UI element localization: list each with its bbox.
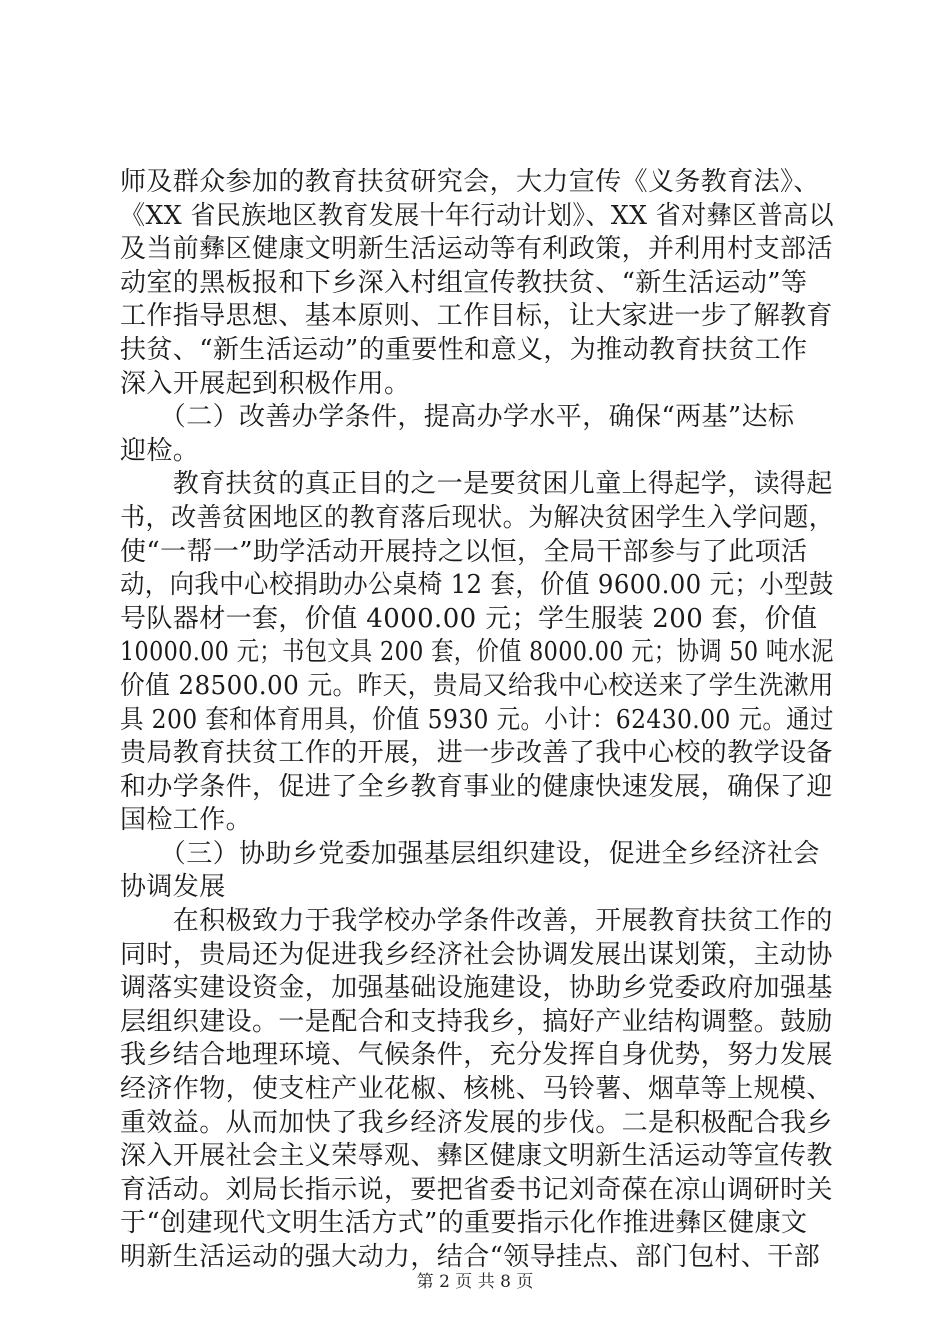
text-line: 重效益。从而加快了我乡经济发展的步伐。二是积极配合我乡 bbox=[120, 1107, 833, 1138]
text-line: 教育扶贫的真正目的之一是要贫困儿童上得起学，读得起 bbox=[120, 469, 833, 500]
text-line: 在积极致力于我学校办学条件改善，开展教育扶贫工作的 bbox=[120, 906, 833, 937]
document-body bbox=[120, 166, 834, 1275]
text-line: 价值 28500.00 元。昨天，贵局又给我中心校送来了学生洗漱用 bbox=[120, 670, 834, 701]
text-line: 使“一帮一”助学活动开展持之以恒，全局干部参与了此项活 bbox=[120, 536, 808, 567]
text-line: 《XX 省民族地区教育发展十年行动计划》、XX 省对彝区普高以 bbox=[120, 200, 835, 231]
text-line: 层组织建设。一是配合和支持我乡，搞好产业结构调整。鼓励 bbox=[120, 1006, 833, 1037]
text-line: 书，改善贫困地区的教育落后现状。为解决贫困学生入学问题， bbox=[120, 502, 835, 533]
text-line: 育活动。刘局长指示说，要把省委书记刘奇葆在凉山调研时关 bbox=[120, 1174, 833, 1205]
text-line: 师及群众参加的教育扶贫研究会，大力宣传《义务教育法》、 bbox=[120, 167, 820, 197]
text-line: 同时，贵局还为促进我乡经济社会协调发展出谋划策，主动协 bbox=[120, 939, 833, 970]
text-line: （二）改善办学条件，提高办学水平，确保“两基”达标 bbox=[120, 402, 795, 433]
text-line: 及当前彝区健康文明新生活运动等有利政策，并利用村支部活 bbox=[120, 234, 833, 265]
text-line: 我乡结合地理环境、气候条件，充分发挥自身优势，努力发展 bbox=[120, 1040, 833, 1071]
page-footer: 第 2 页 共 8 页 bbox=[416, 1272, 534, 1292]
text-line: 和办学条件，促进了全乡教育事业的健康快速发展，确保了迎 bbox=[120, 771, 833, 802]
text-line: （三）协助乡党委加强基层组织建设，促进全乡经济社会 bbox=[120, 838, 820, 869]
text-line: 动，向我中心校捐助办公桌椅 12 套，价值 9600.00 元；小型鼓 bbox=[120, 570, 834, 601]
text-line: 明新生活运动的强大动力，结合“领导挂点、部门包村、干部 bbox=[120, 1242, 821, 1272]
text-line: 贵局教育扶贫工作的开展，进一步改善了我中心校的教学设备 bbox=[120, 738, 833, 769]
text-line: 经济作物，使支柱产业花椒、核桃、马铃薯、烟草等上规模、 bbox=[120, 1074, 833, 1105]
text-line: 扶贫、“新生活运动”的重要性和意义，为推动教育扶贫工作 bbox=[120, 334, 808, 365]
text-line: 具 200 套和体育用具，价值 5930 元。小计：62430.00 元。通过 bbox=[120, 704, 834, 735]
text-line: 深入开展社会主义荣辱观、彝区健康文明新生活运动等宣传教 bbox=[120, 1141, 833, 1172]
text-line: 10000.00 元；书包文具 200 套，价值 8000.00 元；协调 50 吨水泥 bbox=[120, 637, 834, 668]
text-line: 深入开展起到积极作用。 bbox=[120, 368, 411, 399]
text-line: 迎检。 bbox=[120, 435, 200, 466]
text-line: 号队器材一套，价值 4000.00 元；学生服装 200 套，价值 bbox=[120, 603, 818, 634]
text-line: 国检工作。 bbox=[120, 805, 253, 836]
text-line: 于“创建现代文明生活方式”的重要指示化作推进彝区健康文 bbox=[120, 1208, 808, 1239]
text-line: 协调发展 bbox=[120, 872, 226, 903]
text-line: 工作指导思想、基本原则、工作目标，让大家进一步了解教育 bbox=[120, 301, 833, 332]
text-line: 调落实建设资金，加强基础设施建设，协助乡党委政府加强基 bbox=[120, 973, 833, 1004]
text-line: 动室的黑板报和下乡深入村组宣传教扶贫、“新生活运动”等 bbox=[120, 267, 808, 298]
